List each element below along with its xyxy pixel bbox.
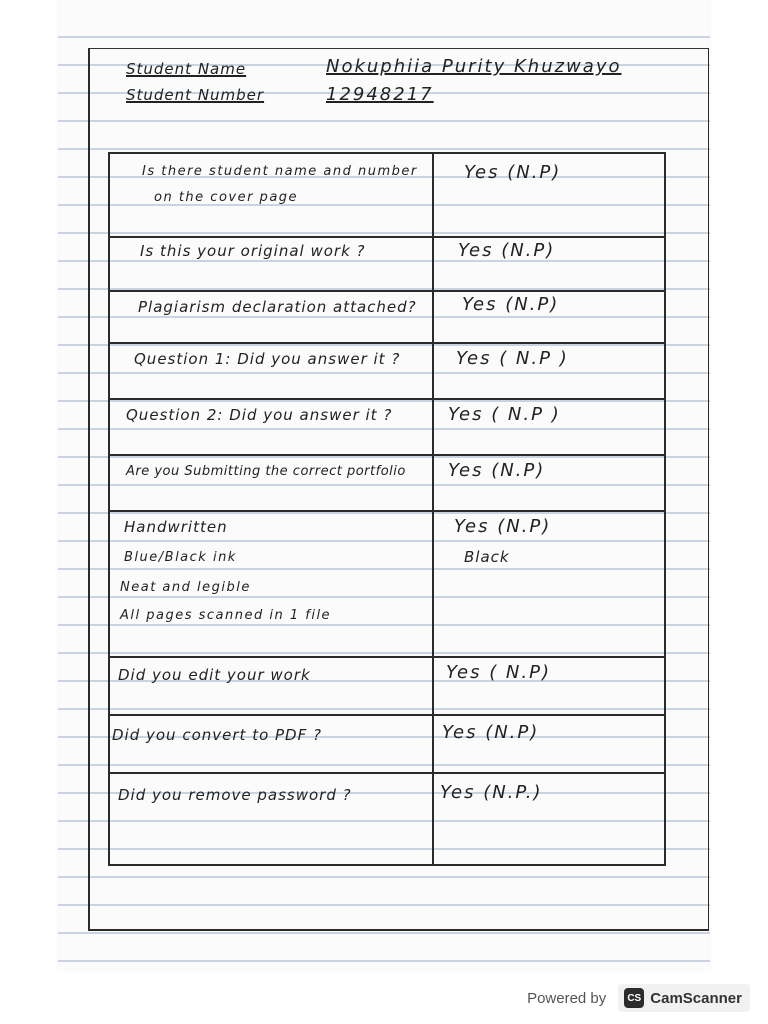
question-handwritten: Handwritten	[124, 518, 228, 536]
row-divider	[108, 772, 666, 774]
question-cover-page-cont: on the cover page	[154, 190, 299, 205]
answer-question-2: Yes ( N.P )	[448, 404, 561, 425]
answer-edit: Yes ( N.P)	[446, 662, 551, 683]
question-2: Question 2: Did you answer it ?	[126, 406, 393, 424]
row-divider	[108, 714, 666, 716]
question-scanned: All pages scanned in 1 file	[120, 608, 332, 623]
question-original-work: Is this your original work ?	[140, 242, 366, 260]
row-divider	[108, 342, 666, 344]
camscanner-badge	[618, 984, 750, 1012]
row-divider	[108, 236, 666, 238]
answer-original-work: Yes (N.P)	[458, 240, 556, 261]
answer-plagiarism: Yes (N.P)	[462, 294, 560, 315]
question-cover-page: Is there student name and number	[142, 164, 418, 179]
answer-handwritten: Yes (N.P)	[454, 516, 552, 537]
scanner-watermark	[527, 984, 750, 1012]
student-name-label: Student Name	[126, 60, 247, 78]
answer-cover-page: Yes (N.P)	[464, 162, 562, 183]
question-pdf: Did you convert to PDF ?	[112, 726, 322, 744]
question-plagiarism: Plagiarism declaration attached?	[138, 298, 417, 316]
question-neat: Neat and legible	[120, 580, 251, 595]
answer-portfolio: Yes (N.P)	[448, 460, 546, 481]
row-divider	[108, 290, 666, 292]
answer-question-1: Yes ( N.P )	[456, 348, 569, 369]
powered-by-text: Powered by	[527, 989, 607, 1007]
question-edit: Did you edit your work	[118, 666, 311, 684]
question-password: Did you remove password ?	[118, 786, 352, 804]
student-name-value: Nokuphiia Purity Khuzwayo	[326, 56, 622, 77]
column-divider	[432, 152, 434, 866]
student-number-value: 12948217	[326, 84, 434, 105]
row-divider	[108, 656, 666, 658]
camscanner-logo-icon: CS	[624, 988, 644, 1008]
row-divider	[108, 398, 666, 400]
row-divider	[108, 454, 666, 456]
question-ink: Blue/Black ink	[124, 550, 237, 565]
row-divider	[108, 510, 666, 512]
camscanner-brand: CamScanner	[650, 989, 742, 1007]
answer-pdf: Yes (N.P)	[442, 722, 540, 743]
answer-ink-color: Black	[464, 548, 510, 566]
answer-password: Yes (N.P.)	[440, 782, 543, 803]
question-1: Question 1: Did you answer it ?	[134, 350, 401, 368]
student-number-label: Student Number	[126, 86, 265, 104]
question-portfolio: Are you Submitting the correct portfolio	[126, 464, 406, 479]
